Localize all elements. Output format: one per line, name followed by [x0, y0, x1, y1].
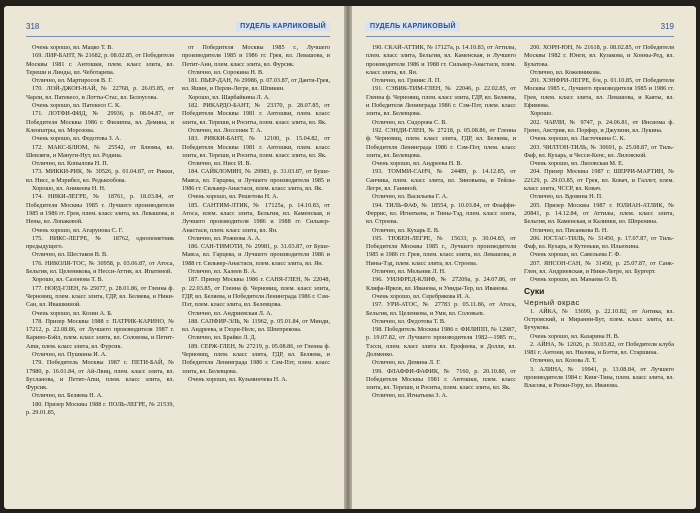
- entry-paragraph: 195. ТЮБЕН-ЛЕГРЕ, № 15633, р. 30.04.83, от Победителя Москвы 1985 г., Лучшего производителя 1985 и 1986 гг. Грея, плем. класс элита, вл. Левашова, и Нины-Тэд, плем. класс элита, вл. Строева.: [366, 234, 516, 267]
- entry-paragraph: 181. ПЬЕР-ДАН, № 29986, р. 07.03.87, от Данти-Грея, вл. Яшин, и Перли-Легре, вл. Шпикин.: [182, 77, 330, 93]
- left-page: [4, 6, 344, 509]
- entry-paragraph: 194. ТИЛЬ-ФАФ, № 18554, р. 10.03.84, от Флаффи-Феррис, вл. Игнатьева, и Тины-Тэд, плем. класс элита, вл. Строева.: [366, 201, 516, 226]
- entry-paragraph: 3. АЛИНА, № 19941, р. 13.08.84, от Лучшего производителя 1984 г. Кинг-Тина, плем. класс элита, вл. Власова, и Ролки-Гору, вл. Иванова.: [524, 365, 674, 390]
- entry-paragraph: Очень хорошо, вл. Кузьминчева Н. А.: [188, 375, 288, 383]
- running-head-right: ПУДЕЛЬ КАРЛИКОВЫЙ: [366, 22, 460, 31]
- entry-paragraph: 190. СКАЙ-АТТИК, № 17127а, р. 14.10.83, от Аттилы, плем. класс элита, Бельгия, вл. Каменская, и Лучшего производителя 1986 и 1988 гг. Сильвер-Анастаси, плем. класс элита, вл. Ян.: [366, 44, 516, 76]
- entry-paragraph: 184. САЙКЛОМИН, № 29983, р. 31.03.87, от Буше-Мавса, вл. Гарцева, и Лучшего производителя 1985 и 1986 гг. Сильвер-Анастаси, плем. класс элита, вл. Як.: [182, 168, 330, 193]
- entry-paragraph: 200. ХОРН-ЮН, № 21618, р. 08.02.85, от Победителя Москвы 1982 г. Юнги, вл. Кузакова, и Хонны-Ред, вл. Булатова.: [524, 44, 674, 68]
- running-head-left: ПУДЕЛЬ КАРЛИКОВЫЙ: [236, 22, 330, 31]
- entry-paragraph: Отлично, вл. Вдовина Н. П.: [530, 193, 603, 201]
- entry-paragraph: Отлично, вл. Федотова Т. В.: [372, 317, 446, 325]
- entry-paragraph: Хорошо, вл. Аникеева Н. Н.: [32, 185, 106, 193]
- entry-paragraph: Очень хорошо, вл. Манаева О. В.: [530, 276, 618, 284]
- subsection-title: Черный окрас: [524, 297, 580, 307]
- right-page: [352, 6, 696, 509]
- entry-paragraph: Очень хорошо, вл. Серебрякова И. А.: [372, 292, 471, 300]
- entry-paragraph: Отлично, вл. Беляева Н. А.: [32, 392, 103, 400]
- entry-paragraph: Очень хорошо, вл. Ласточкина С. К.: [530, 135, 626, 143]
- entry-paragraph: 182. РИКАРДО-БАНТ, № 23370, р. 28.07.85, от Победителя Москвы 1981 г. Антошки, плем. класс элита, вл. Тереши, и Роситы, плем. класс элита, вл. Як.: [182, 102, 330, 126]
- header-rule-left: [26, 36, 330, 37]
- entry-paragraph: 186. САН-ТИМОТИ, № 29981, р. 31.03.87, от Буше-Мавса, вл. Гарцева, и Лучшего производителя 1986 и 1988 гг. Сильвер-Анастаси, плем. класс элита, вл. Ян.: [182, 243, 330, 267]
- entry-paragraph: 189. СЕРЖ-ГЛЕН, № 27219, р. 05.08.86, от Гленна ф. Черновиц, плем. класс элита, ГДР, вл. Беляева, и Победителя Ленинграда 1986 г. Сэм-Пэт, плем. класс элита, вл. Белевцова.: [182, 342, 330, 375]
- entry-paragraph: 169. ЛИР-БАНТ, № 21682, р. 08.02.85, от Победителя Москвы 1981 г. Антошки, плем. класс элита, вл. Тереши и Линды, вл. Чеботарева.: [26, 52, 174, 76]
- page-number-right: 319: [660, 21, 674, 31]
- entry-paragraph: Отлично, вл. Кухарь Е. В.: [372, 226, 440, 234]
- entry-paragraph: Отлично, вл. Васильева Г. А.: [372, 193, 448, 201]
- entry-paragraph: Отлично, вл. Писанкова В. Н.: [530, 226, 608, 234]
- entry-paragraph: 176. НИКОЛЯ-ТОС, № 30958, р. 03.06.87, от Атоса, Бельгия, вл. Целеникова, и Несси-Аттик, вл. Ипатиной.: [26, 259, 174, 276]
- left-page-header: [26, 20, 330, 32]
- entry-paragraph: 175. НИКС-ЛЕГРЕ, № 18762, однопометник предыдущего.: [26, 234, 174, 251]
- entry-paragraph: 180. Призер Москвы 1988 г. ПОЛЬ-ЛЕГРЕ, № 21539, р. 29.01.85,: [26, 400, 174, 417]
- page-number-left: 318: [26, 21, 40, 31]
- entry-paragraph: Отлично, вл. Копылова Н. П.: [32, 160, 109, 168]
- entry-paragraph: 170. ЛОЙ-ДЖОН-НАЙ, № 22768, р. 26.05.85, от Чарли, вл. Патекесо, и Лотты-Стас, вл. Белоусова.: [26, 85, 174, 101]
- entry-paragraph: 197. УРИ-АТОС, № 27783 р. 05.11.86, от Атоса, Бельгия, вл. Целенкова, и Уми, вл. Соловьев.: [366, 301, 516, 317]
- header-rule-right: [366, 36, 674, 37]
- entry-paragraph: Отлично, вл. Халеев В. А.: [188, 268, 257, 276]
- entry-paragraph: Отлично, вл. Нисс И. В.: [188, 160, 252, 168]
- entry-paragraph: 191. СЭВИК-ТИМ-ГЛЕН, № 22046, р. 22.02.85, от Гленна ф. Черновиц, плем. класс элита, ГДР, вл. Беляева, и Победителя Ленинграда 1986 г. Сэм-Пэт, плем. класс элита, вл. Белевцова.: [366, 85, 516, 118]
- entry-paragraph: 202. ЧАРЛИ, № 9747, р. 24.06.81, от Инсиома ф. Грено, Австрия, вл. Порфер, и Джузини, вл. Лукина.: [524, 118, 674, 134]
- right-page-header: [366, 20, 674, 32]
- entry-paragraph: Очень хорошо, вл. Андреева Н. В.: [372, 160, 463, 168]
- entry-paragraph: Отлично, вл. Козова Л. Т.: [530, 357, 597, 365]
- entry-paragraph: 187. Призер Москвы 1986 г. САНЯ-ГЛЕН, № 22048, р. 22.03.85, от Гленна ф. Черновиц, плем. класс элита, ГДР, вл. Беляева, и Победителя Ленинграда 1986 г. Сэм-Пэт, плем. класс элита, вл. Белевцова.: [182, 276, 330, 309]
- entry-paragraph: Хорошо, вл. Сазонова Т. В.: [32, 276, 104, 284]
- book-gutter: [344, 6, 352, 509]
- entry-paragraph: 199. ФЛАФФИ-ФАФИК, № 7160, р. 20.10.80, от Победителя Москвы 1981 г. Антошки, плем. класс элита, вл. Тереши, и Роситы, плем. класс элита, вл. Як.: [366, 367, 516, 392]
- entry-paragraph: 207. ЯНСОН-САН, № 31450, р. 25.07.87, от Санк-Глен, вл. Андриевская, и Ники-Легре, вл. Бургерт.: [524, 259, 674, 276]
- entry-paragraph: Отлично, вл. Сидорова С. В.: [372, 118, 447, 126]
- right-column-2-entries-after: [524, 308, 674, 391]
- entry-paragraph: 183. РИККИ-БАНТ, № 12100, р. 15.04.82, от Победителя Москвы 1981 г. Антошки, плем. класс элита, вл. Тереши, и Роситы, плем. класс элита, вл. Як.: [182, 135, 330, 159]
- entry-paragraph: 203. ЧИЛТОН-ТИЛЬ, № 30691, р. 25.08.87, от Тиль-Фаф, вл. Кухарь, и Чесси-Кенс, вл. Лиловской.: [524, 143, 674, 159]
- entry-paragraph: 171. ЛОТФИ-ФИД, № 29936, р. 08.04.87, от Победителя Москвы 1986 г. Филиппа, вл. Демина, и Клеопатры, вл. Морозова.: [26, 110, 174, 134]
- entry-paragraph: 172. МАКС-БЛЮМ, № 25542, от Блюмы, вл. Шевляги, и Мануги-Нут, вл. Родина.: [26, 143, 174, 159]
- entry-paragraph: 188. САПФИР-ЭЛЬ, № 11962, р. 05.01.84, от Минди, вл. Андреева, и Глори-Нелс, вл. Шпепрекова.: [182, 317, 330, 334]
- entry-paragraph: Отлично, вл. Лоссеник Т. А.: [188, 126, 263, 134]
- entry-paragraph: Отлично, вл. Мартиросов В. Г.: [32, 77, 113, 85]
- entry-paragraph: Очень хорошо, вл. Патекесо С. К.: [32, 102, 121, 110]
- entry-paragraph: 177. НОРД-ГЛЕН, № 25077, р. 28.01.86, от Гленна ф. Черновиц, плем. класс элита, ГДР, вл. Беляева, и Ники-Сан, вл. Ивашкиной.: [26, 284, 174, 309]
- left-column-2: [182, 44, 330, 501]
- entry-paragraph: 179. Победитель Москвы 1987 г. ПЕТИ-БАЙ, № 17980, р. 16.01.84, от Ай-Лвиц, плем. класс элита, вл. Бусланова, и Петит-Аmи, плем. класс элита, вл. Фурсик.: [26, 359, 174, 392]
- entry-paragraph: Отлично, вл. Кожевникова.: [530, 68, 602, 76]
- entry-paragraph: 205. Призер Москвы 1987 г. ЮЛИАН-АТЛИК, № 20841, р. 14.12.84, от Аттилы, плем. класс элита, Бельгия, вл. Каменская, и Калинки, вл. Шпренина.: [524, 201, 674, 226]
- entry-paragraph: 185. САНТИМ-ЛТИК, № 17125а, р. 14.10.83, от Атоса, плем. класс элита, Бельгия, вл. Каменская, и Лучшего производителя 1986 и 1988 гг. Сильвер-Анастаси, плем. класс элита, вл. Ян.: [182, 201, 330, 234]
- right-page-columns: [366, 44, 674, 501]
- entry-paragraph: 206. ЮСТАС-ТИЛЬ, № 31450, р. 17.07.87, от Тиль-Фаф, вл. Кухарь, и Кутеньки, вл. Ильюхина.: [524, 234, 674, 251]
- entry-paragraph: Отлично, вл. Брайко Л. Д.: [188, 334, 257, 342]
- entry-paragraph: Очень хорошо, вл. Мацко Т. В.: [32, 44, 113, 51]
- entry-paragraph: Очень хорошо, вл. Агарунова С. Г.: [32, 226, 124, 234]
- entry-paragraph: Очень хорошо, вл. Казарина Н. В.: [530, 332, 620, 340]
- entry-paragraph: Очень хорошо, вл. Федотова З. А.: [32, 135, 121, 143]
- entry-paragraph: Хорошо.: [530, 110, 553, 118]
- entry-paragraph: 1. АЙКА, № 13699, р. 22.10.82, от Антика, вл. Островский, и Миранни-Бут, плем. класс элита, вл. Бучукова.: [524, 307, 674, 332]
- entry-paragraph: Отлично, вл. Шестаков В. В.: [32, 251, 108, 259]
- right-column-2-entries: [524, 44, 674, 285]
- entry-paragraph: Отлично, вл. Андриевская Л. А.: [188, 309, 273, 317]
- entry-paragraph: Отлично, вл. Гринис Л. П.: [372, 77, 441, 85]
- entry-paragraph: Отлично, вл. Демина Л. Г.: [372, 359, 441, 367]
- entry-paragraph: 173. МИККИ-РИК, № 30526, р. 01.04.87, от Рикки, вл. Нисс, и Мэрибел, вл. Редькообова.: [26, 168, 174, 184]
- entry-paragraph: 192. СЭНДИ-ГЛЕН, № 27218, р. 05.08.86, от Гленна ф. Черновиц, плем. класс элита, ГДР, вл. Беляева, и Победителя Ленинграда 1986 г. Сэм-Пэт, плем. класс элита, вл. Белевцова.: [366, 126, 516, 159]
- entry-paragraph: Отлично, вл. Мельник Л. Н.: [372, 268, 446, 276]
- entry-paragraph: Хорошо, вл. Шарбайкина Л. А.: [188, 93, 270, 101]
- entry-paragraph: 201. ХЭНФРИ-ЛЕГРЕ, б/н, р. 01.10.85, от Победителя Москвы 1985 г., Лучшего производителя 1985 и 1986 гг. Грея, плем. класс элита, вл. Левашова, и Каяты, вл. Ефимова.: [524, 77, 674, 110]
- entry-paragraph: 178. Призер Москвы 1988 г. ПАТРИК-КАРИНО, № 17212, р. 22.08.86, от Лучшего производителя 1987 г. Карино-Бэйл, плем. класс элита, вл. Соловова, и Петит-Аmи, плем. класс элита, вл. Фурсик.: [26, 317, 174, 350]
- entry-paragraph: Отлично, вл. Рожнова А. А.: [188, 234, 261, 242]
- entry-paragraph: Отлично, вл. Пушкина И. А.: [32, 350, 107, 358]
- left-page-columns: [26, 44, 330, 501]
- section-title: Суки: [524, 285, 545, 296]
- right-column-2: [524, 44, 674, 501]
- entry-paragraph: Отлично, вл. Игнатьева З. А.: [372, 392, 448, 400]
- entry-paragraph: Очень хорошо, вл. Козин А. Б.: [32, 309, 113, 317]
- entry-paragraph: Отлично, вл. Сорокина Н. В.: [188, 68, 264, 76]
- entry-paragraph: Очень хорошо, вл. Решетова Н. А.: [188, 193, 279, 201]
- entry-paragraph: 196. УИЛФРЕД-КЛИФ, № 27209а, р. 24.07.86, от Клифа-Ирков, вл. Иванова, и Униды-Тер, вл. Иванова.: [366, 276, 516, 292]
- entry-paragraph: 193. ТОММИ-САНЧ, № 24489, р. 14.12.85, от Санчика, плем. класс элита, вл. Зиновьева, и Тейлы-Легре, вл. Ганиной.: [366, 168, 516, 193]
- entry-paragraph: Очень хорошо, вл. Лиловская М. Е.: [530, 160, 624, 168]
- entry-paragraph: Очень хорошо, вл. Савельева Г. Ф.: [530, 251, 621, 259]
- entry-paragraph: 2. АЙНА, № 12026, р. 30.03.82, от Победителя клуба 1981 г. Антони, вл. Нилова, и Бэтти, вл. Старшина.: [524, 340, 674, 357]
- entry-paragraph: от Победителя Москвы 1985 г., Лучшего производителя 1985 и 1986 гг. Грея, вл. Левашова, и Петит-Анн, плем. класс элита, вл. Фурсик.: [182, 44, 330, 68]
- entry-paragraph: 204. Призер Москвы 1987 г. ШЕРРИ-МАРТИН, № 22129, р. 29.03.85, от Грея, вл. Ковач, и Галлет, плем. класс элита, ЧССР, вл. Ковач.: [524, 168, 674, 193]
- left-column-1: [26, 44, 174, 501]
- right-column-1: [366, 44, 516, 501]
- entry-paragraph: 174. НИКИ-ЛЕГРЕ, № 18761, р. 18.03.84, от Победителя Москвы 1985 г. Лучшего производителя 1985 и 1986 гг. Грея, плем. класс элита, вл. Левашова, и Нены, вл. Лопаковой.: [26, 193, 174, 226]
- entry-paragraph: 198. Победитель Москвы 1986 г. ФИЛИПП, № 12987, р. 19.07.82, от Лучшего производителя 1982—1985 гг., Тэсси, плем. класс элита вл. Ерофеева, и Долли, вл. Долменко.: [366, 326, 516, 358]
